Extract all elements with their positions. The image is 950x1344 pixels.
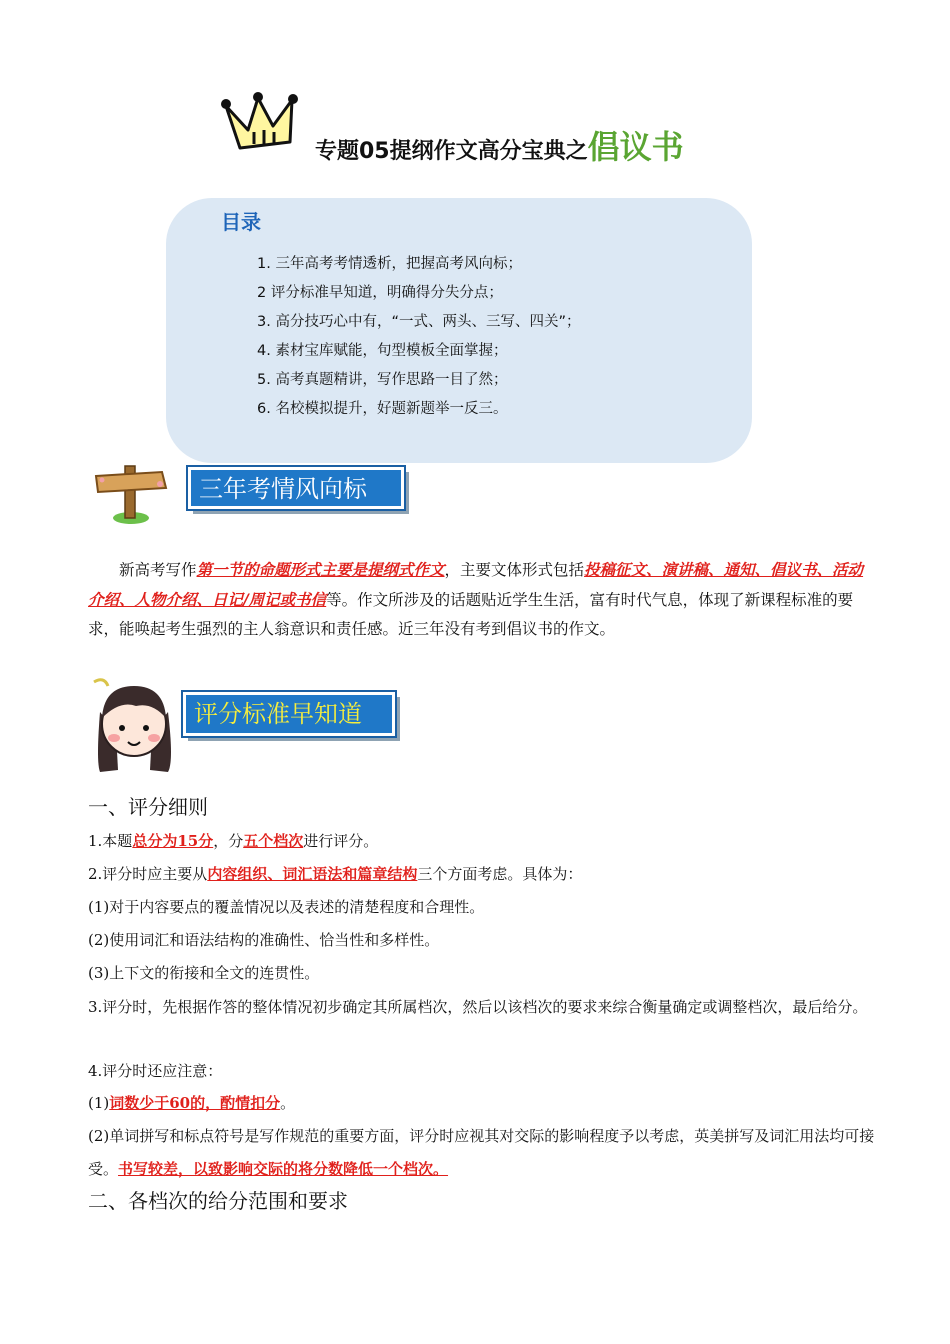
signpost-icon bbox=[92, 460, 170, 526]
highlight-text: 总分为15分 bbox=[132, 832, 214, 850]
heading-grade-ranges: 二、各档次的给分范围和要求 bbox=[88, 1189, 348, 1213]
section-banner-scoring-standards: 评分标准早知道 bbox=[183, 692, 395, 736]
intro-paragraph: 新高考写作第一节的命题形式主要是提纲式作文，主要文体形式包括投稿征文、演讲稿、通知、倡议书、活动介绍、人物介绍、日记/周记或书信等。作文所涉及的话题贴近学生生活，富有时代气息，体现了新课程标准的要求，能唤起考生强烈的主人翁意识和责任感。近三年没有考到倡议书的作文。 bbox=[88, 560, 864, 638]
highlight-text: 五个档次 bbox=[243, 832, 304, 850]
toc-item: 1. 三年高考考情透析，把握高考风向标； bbox=[257, 256, 522, 272]
toc-item: 6. 名校模拟提升，好题新题举一反三。 bbox=[257, 401, 508, 417]
section-banner-exam-trends: 三年考情风向标 bbox=[188, 467, 404, 509]
rule-line: (1)对于内容要点的覆盖情况以及表述的清楚程度和合理性。 bbox=[88, 898, 485, 916]
rule-paragraph: 3.评分时，先根据作答的整体情况初步确定其所属档次，然后以该档次的要求来综合衡量确定或调整档次，最后给分。 bbox=[88, 998, 868, 1016]
toc-item: 3. 高分技巧心中有，“一式、两头、三写、四关”； bbox=[257, 314, 581, 330]
rule-paragraph: (2)单词拼写和标点符号是写作规范的重要方面，评分时应视其对交际的影响程度予以考虑，英美拼写及词汇用法均可接受。书写较差，以致影响交际的将分数降低一个档次。 bbox=[88, 1127, 875, 1178]
title-highlight: 倡议书 bbox=[587, 128, 684, 166]
highlight-text: 内容组织、词汇语法和篇章结构 bbox=[207, 865, 418, 883]
rule-line: (2)使用词汇和语法结构的准确性、恰当性和多样性。 bbox=[88, 931, 440, 949]
highlight-text: 书写较差，以致影响交际的将分数降低一个档次。 bbox=[118, 1160, 449, 1178]
highlight-text: 投稿征文、演讲稿、通知、倡议书、活动介绍、人物介绍、日记/周记或书信 bbox=[88, 560, 864, 609]
toc-item: 4. 素材宝库赋能，句型模板全面掌握； bbox=[257, 343, 508, 359]
highlight-text: 第一节的命题形式主要是提纲式作文 bbox=[196, 560, 445, 579]
toc-item: 5. 高考真题精讲，写作思路一目了然； bbox=[257, 372, 508, 388]
girl-avatar-icon bbox=[86, 672, 182, 776]
rule-line: (3)上下文的衔接和全文的连贯性。 bbox=[88, 964, 320, 982]
crown-icon bbox=[218, 92, 310, 154]
toc-item: 2 评分标准早知道，明确得分失分点； bbox=[257, 285, 503, 301]
heading-scoring-rules: 一、评分细则 bbox=[88, 795, 208, 819]
rule-line: (1)词数少于60的，酌情扣分。 bbox=[88, 1094, 296, 1112]
rule-line: 4.评分时还应注意： bbox=[88, 1062, 223, 1080]
rule-line: 1.本题总分为15分，分五个档次进行评分。 bbox=[88, 832, 379, 850]
toc-heading: 目录 bbox=[221, 210, 261, 234]
page-title bbox=[315, 122, 684, 168]
highlight-text: 词数少于60的，酌情扣分 bbox=[109, 1094, 281, 1112]
title-main: 专题05提纲作文高分宝典之 bbox=[315, 139, 588, 164]
rule-line: 2.评分时应主要从内容组织、词汇语法和篇章结构三个方面考虑。具体为： bbox=[88, 865, 583, 883]
